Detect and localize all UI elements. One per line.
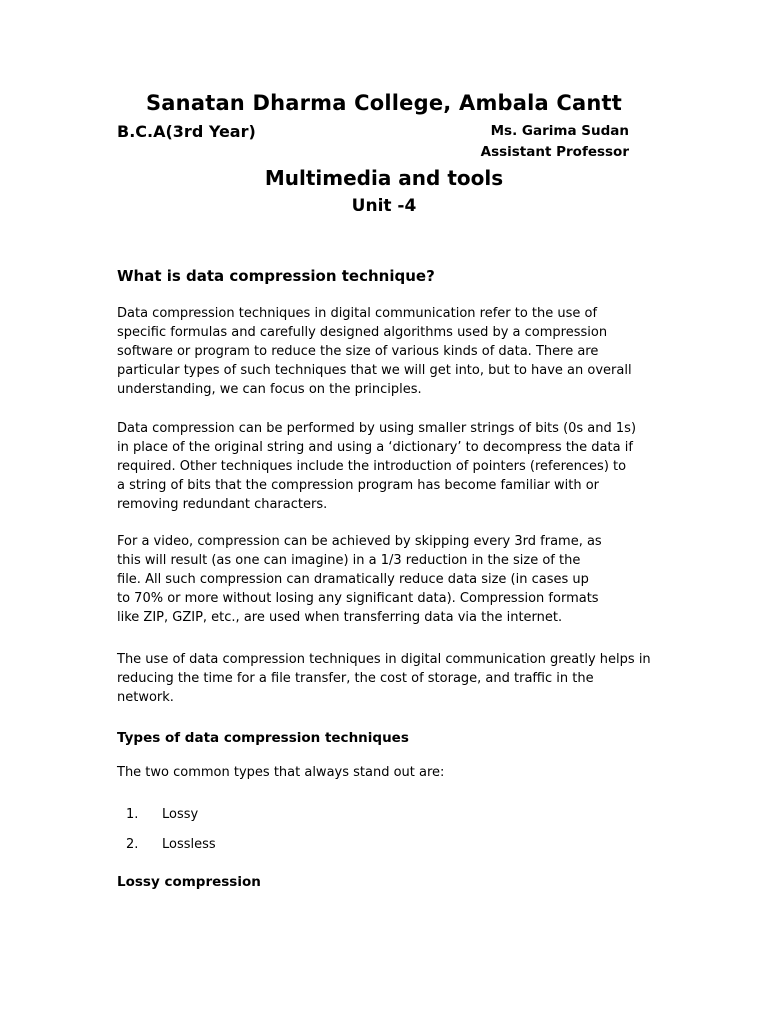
paragraph-line: understanding, we can focus on the principles. bbox=[117, 382, 422, 397]
college-title: Sanatan Dharma College, Ambala Cantt bbox=[145, 91, 623, 115]
paragraph-line: particular types of such techniques that we will get into, but to have an overall bbox=[117, 363, 632, 378]
paragraph-line: like ZIP, GZIP, etc., are used when transferring data via the internet. bbox=[117, 610, 563, 625]
paragraph-line: reducing the time for a file transfer, the cost of storage, and traffic in the bbox=[117, 671, 594, 686]
author-name: Ms. Garima Sudan bbox=[490, 123, 629, 139]
list-item-number: 1. bbox=[126, 807, 139, 822]
subject-title: Multimedia and tools bbox=[264, 166, 504, 190]
paragraph-line: The use of data compression techniques in digital communication greatly helps in bbox=[117, 652, 651, 667]
paragraph-1 bbox=[117, 304, 632, 399]
paragraph-line: For a video, compression can be achieved by skipping every 3rd frame, as bbox=[117, 534, 602, 549]
section-heading-lossy: Lossy compression bbox=[117, 874, 261, 890]
section-heading-types: Types of data compression techniques bbox=[117, 730, 409, 746]
unit-title: Unit -4 bbox=[351, 196, 417, 216]
list-item-lossy: Lossy bbox=[162, 807, 199, 822]
paragraph-2 bbox=[117, 419, 636, 514]
course-label: B.C.A(3rd Year) bbox=[117, 122, 256, 141]
paragraph-line: file. All such compression can dramatically reduce data size (in cases up bbox=[117, 572, 589, 587]
paragraph-line: Data compression techniques in digital communication refer to the use of bbox=[117, 306, 598, 321]
paragraph-line: Data compression can be performed by using smaller strings of bits (0s and 1s) bbox=[117, 421, 637, 436]
list-item-number: 2. bbox=[126, 837, 139, 852]
author-role: Assistant Professor bbox=[480, 144, 629, 160]
paragraph-4 bbox=[117, 650, 651, 707]
paragraph-line: required. Other techniques include the introduction of pointers (references) to bbox=[117, 459, 627, 474]
paragraph-line: to 70% or more without losing any significant data). Compression formats bbox=[117, 591, 599, 606]
paragraph-line: a string of bits that the compression program has become familiar with or bbox=[117, 478, 600, 493]
paragraph-line: in place of the original string and using a ‘dictionary’ to decompress the data if bbox=[117, 440, 633, 455]
section-heading-what-is: What is data compression technique? bbox=[117, 267, 435, 285]
paragraph-3 bbox=[117, 532, 602, 627]
paragraph-line: software or program to reduce the size of various kinds of data. There are bbox=[117, 344, 599, 359]
paragraph-line: network. bbox=[117, 690, 174, 705]
paragraph-line: this will result (as one can imagine) in a 1/3 reduction in the size of the bbox=[117, 553, 581, 568]
paragraph-line: specific formulas and carefully designed algorithms used by a compression bbox=[117, 325, 608, 340]
types-intro: The two common types that always stand out are: bbox=[117, 765, 445, 780]
paragraph-line: removing redundant characters. bbox=[117, 497, 328, 512]
list-item-lossless: Lossless bbox=[162, 837, 216, 852]
